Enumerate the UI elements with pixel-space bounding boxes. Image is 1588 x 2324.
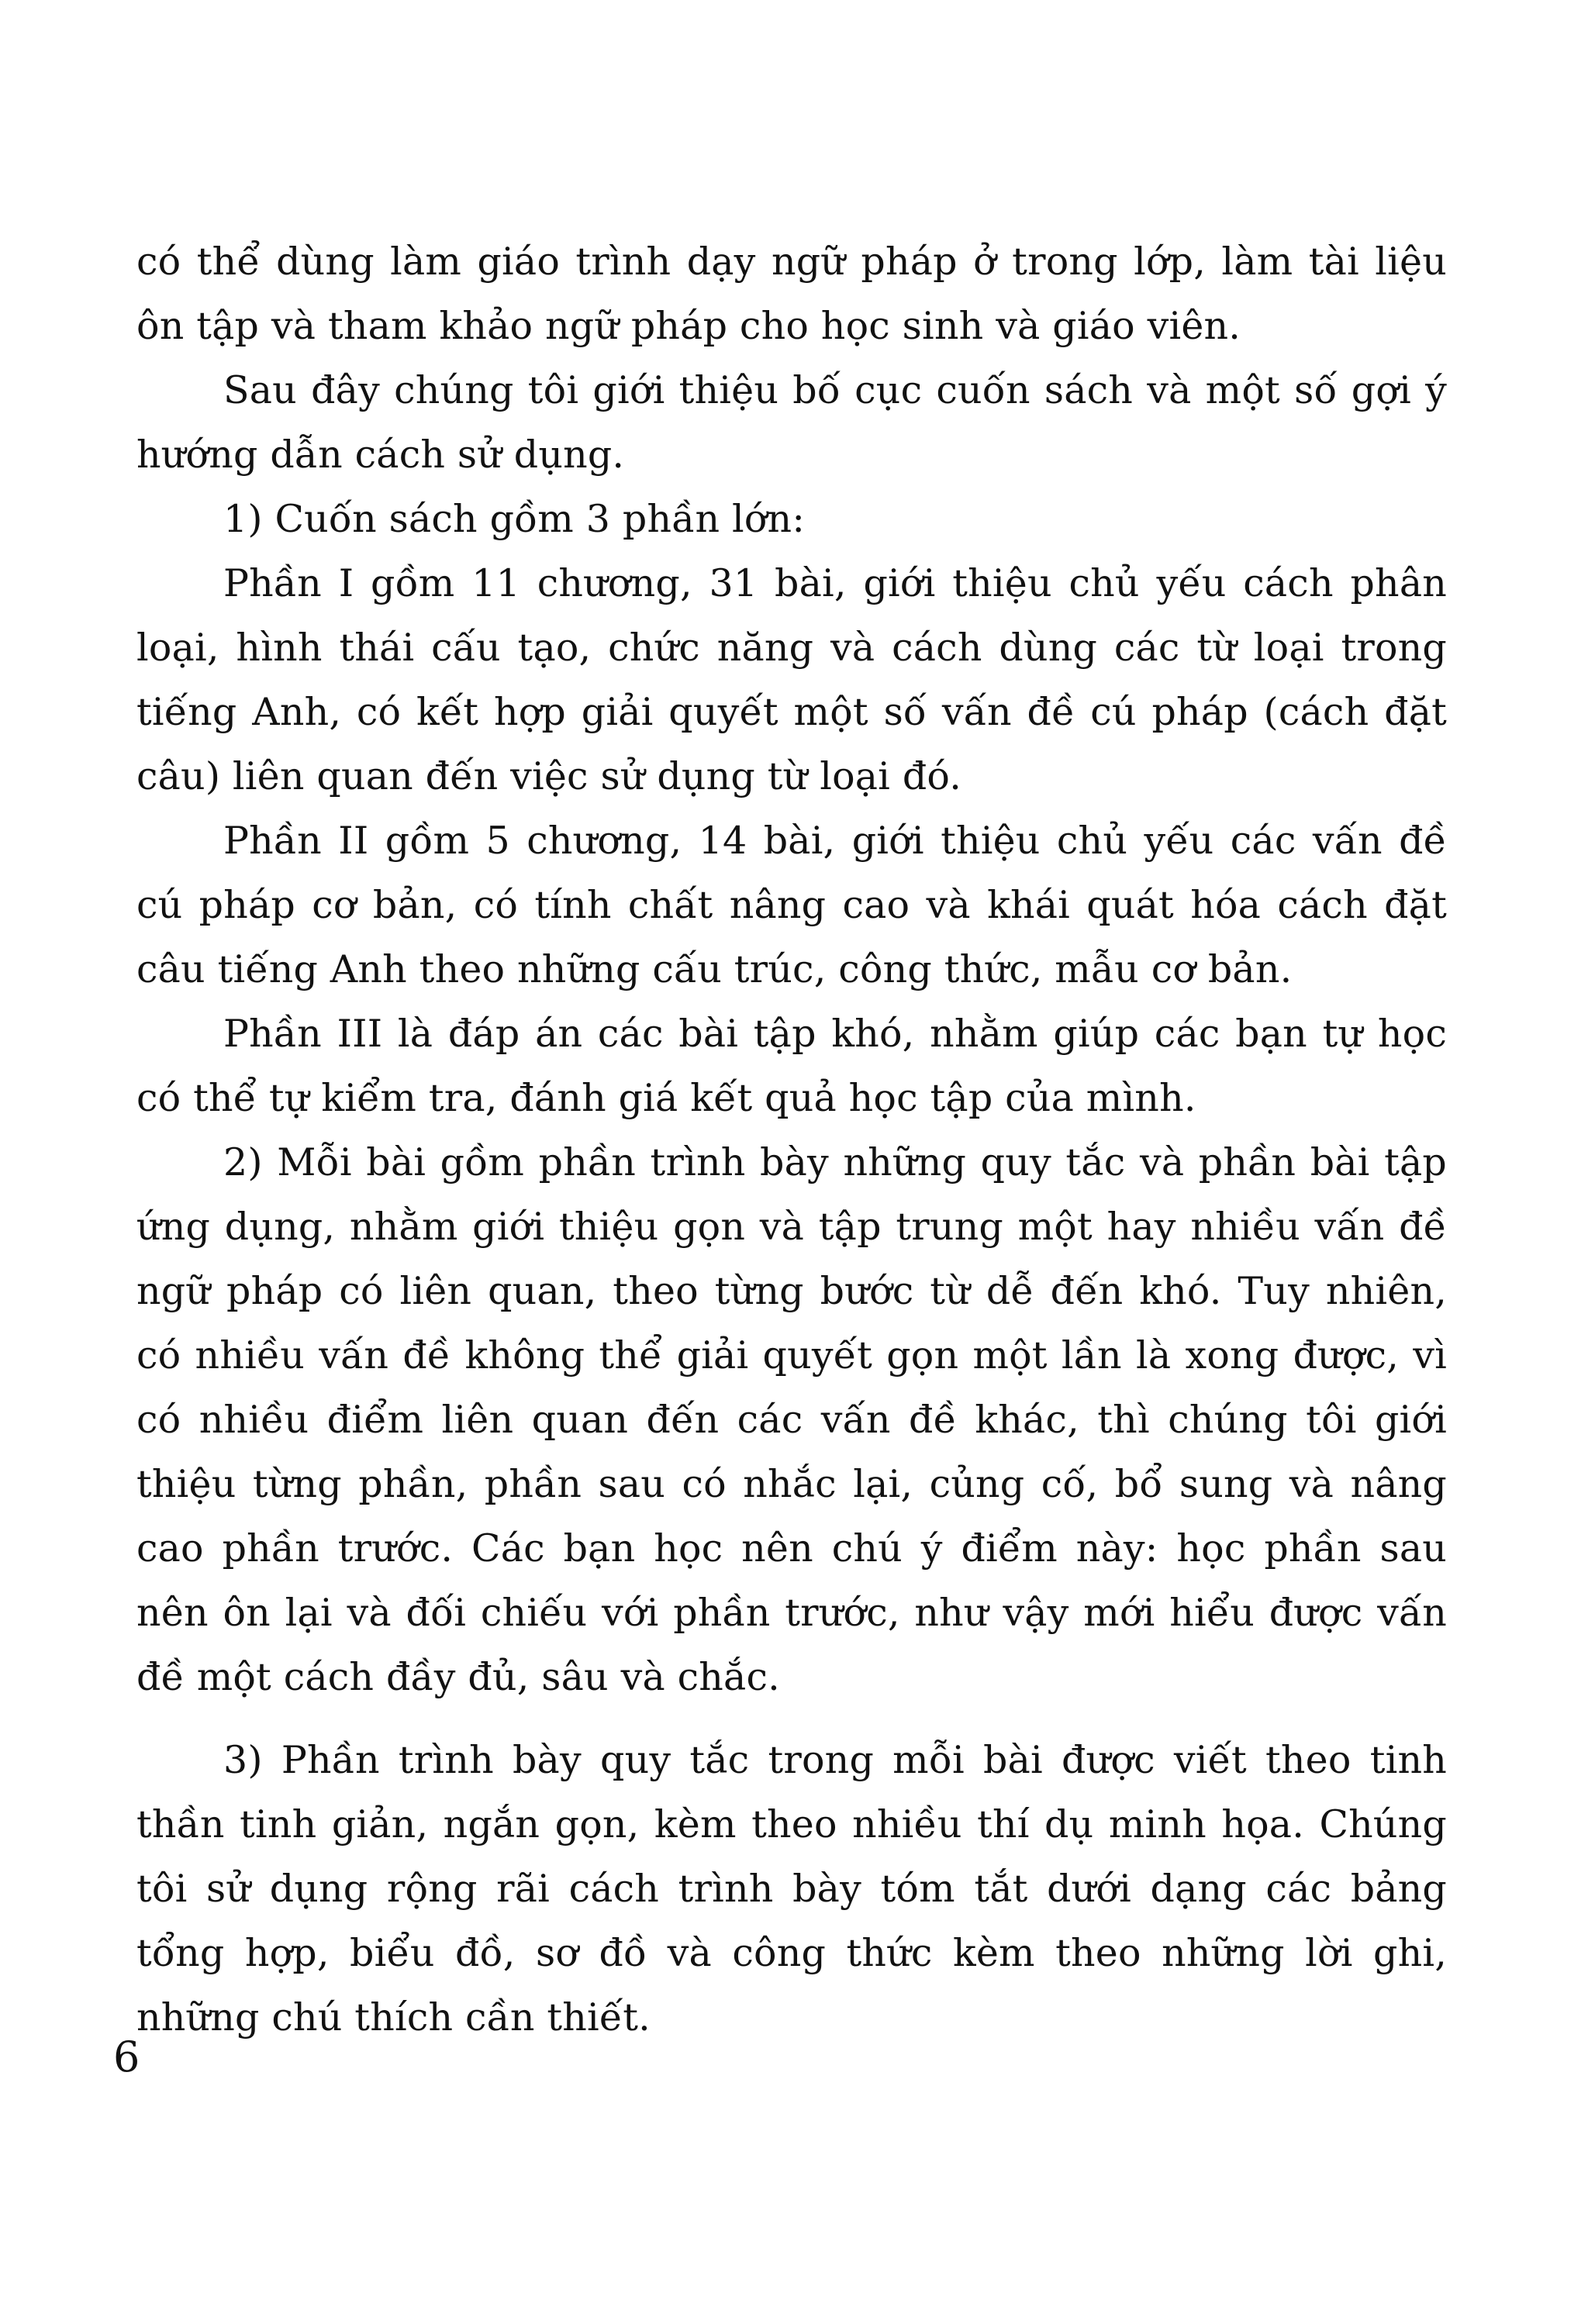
paragraph-intro: Sau đây chúng tôi giới thiệu bố cục cuốn sách và một số gợi ý hướng dẫn cách sử dụng.	[136, 368, 1447, 477]
paragraph-continuation: có thể dùng làm giáo trình dạy ngữ pháp ở trong lớp, làm tài liệu ôn tập và tham khảo ngữ pháp cho học sinh và giáo viên.	[136, 240, 1447, 348]
paragraph-point-1: 1) Cuốn sách gồm 3 phần lớn:	[223, 497, 806, 541]
paragraph-part-3: Phần III là đáp án các bài tập khó, nhằm giúp các bạn tự học có thể tự kiểm tra, đánh giá kết quả học tập của mình.	[136, 1012, 1447, 1120]
page-number: 6	[113, 2033, 140, 2081]
paragraph-point-2: 2) Mỗi bài gồm phần trình bày những quy tắc và phần bài tập ứng dụng, nhằm giới thiệu gọn và tập trung một hay nhiều vấn đề ngữ pháp có liên quan, theo từng bước từ dễ đến khó. Tuy nhiên, có nhiều vấn đề không thể giải quyết gọn một lần là xong được, vì có nhiều điểm liên quan đến các vấn đề khác, thì chúng tôi giới thiệu từng phần, phần sau có nhắc lại, củng cố, bổ sung và nâng cao phần trước. Các bạn học nên chú ý điểm này: học phần sau nên ôn lại và đối chiếu với phần trước, như vậy mới hiểu được vấn đề một cách đầy đủ, sâu và chắc.	[136, 1140, 1447, 1699]
body-text	[136, 229, 1447, 2050]
paragraph-part-2: Phần II gồm 5 chương, 14 bài, giới thiệu chủ yếu các vấn đề cú pháp cơ bản, có tính chất nâng cao và khái quát hóa cách đặt câu tiếng Anh theo những cấu trúc, công thức, mẫu cơ bản.	[136, 819, 1447, 991]
paragraph-point-3: 3) Phần trình bày quy tắc trong mỗi bài được viết theo tinh thần tinh giản, ngắn gọn, kèm theo nhiều thí dụ minh họa. Chúng tôi sử dụng rộng rãi cách trình bày tóm tắt dưới dạng các bảng tổng hợp, biểu đồ, sơ đồ và công thức kèm theo những lời ghi, những chú thích cần thiết.	[136, 1738, 1447, 2040]
paragraph-part-1: Phần I gồm 11 chương, 31 bài, giới thiệu chủ yếu cách phân loại, hình thái cấu tạo, chức năng và cách dùng các từ loại trong tiếng Anh, có kết hợp giải quyết một số vấn đề cú pháp (cách đặt câu) liên quan đến việc sử dụng từ loại đó.	[136, 561, 1447, 798]
